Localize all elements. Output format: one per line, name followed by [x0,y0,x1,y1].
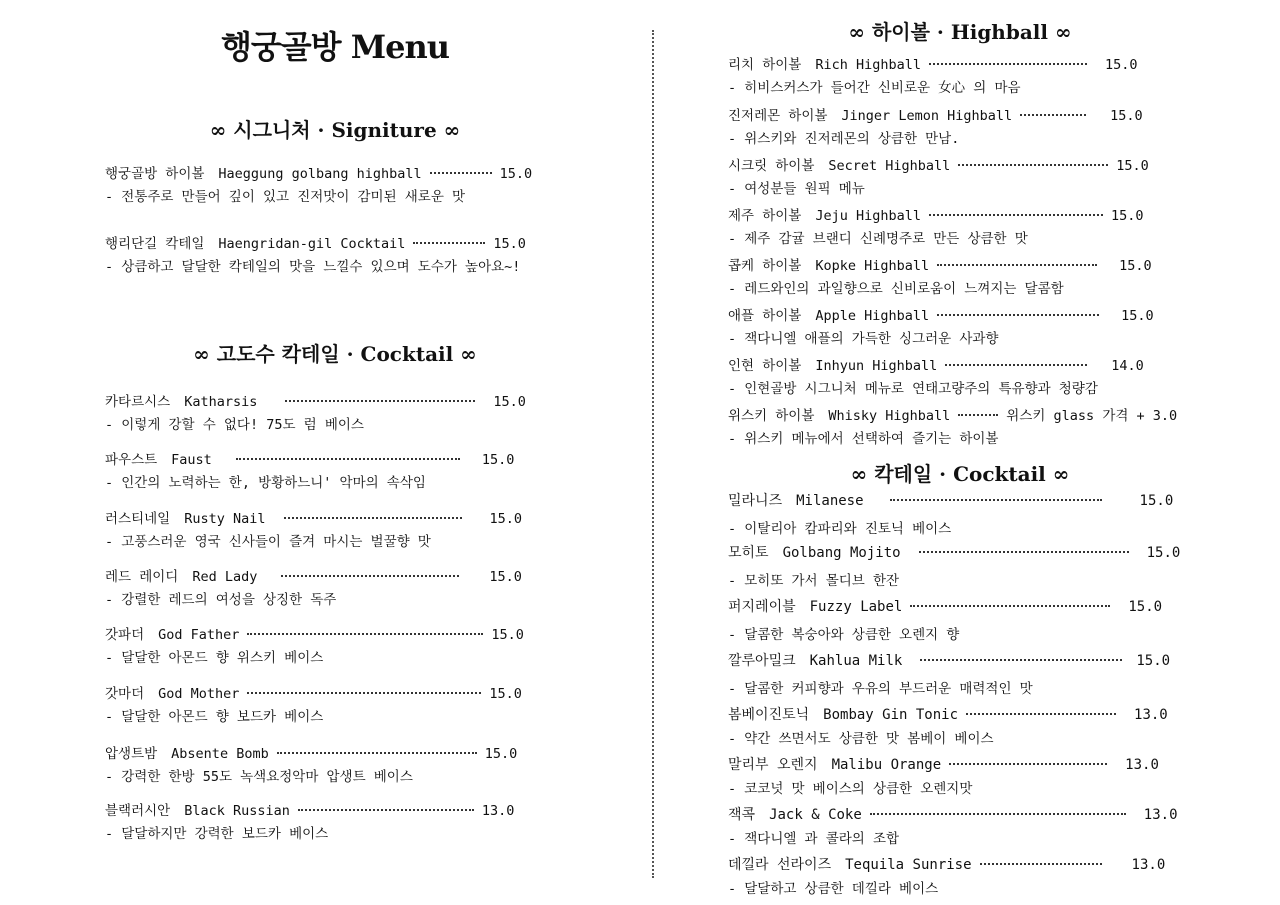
menu-item [728,204,1144,247]
item-english-name: Milanese [796,493,864,509]
menu-item [728,542,1180,589]
column-divider [652,30,654,878]
item-korean-name: 행궁골방 하이볼 [105,166,205,182]
item-price: 위스키 glass 가격 + 3.0 [1006,408,1178,424]
item-english-name: Fuzzy Label [809,599,903,615]
item-korean-name: 깔루아밀크 [728,653,796,669]
item-description: - 잭다니엘 애플의 가득한 싱그러운 사과향 [728,331,999,347]
menu-item [728,304,1154,347]
item-description: - 위스키 메뉴에서 선택하여 즐기는 하이볼 [728,431,999,447]
leader-dots [281,575,459,577]
item-price: 15.0 [1116,158,1149,174]
item-english-name: Kopke Highball [815,258,930,274]
item-korean-name: 잭콕 [728,807,756,823]
item-description: - 강력한 한방 55도 녹색요정악마 압생트 베이스 [105,769,413,785]
leader-dots [890,499,1102,501]
menu-item [105,162,532,205]
item-english-name: Jinger Lemon Highball [841,108,1013,124]
item-korean-name: 콥케 하이볼 [728,258,802,274]
item-description: - 달콤한 커피향과 우유의 부드러운 매력적인 맛 [728,681,1033,697]
menu-item [728,704,1168,747]
leader-dots [958,164,1108,166]
item-korean-name: 압생트밤 [105,746,158,762]
item-price: 15.0 [491,627,524,643]
item-price: 13.0 [1131,857,1166,873]
menu-item [105,232,526,275]
item-price: 15.0 [489,686,522,702]
item-korean-name: 퍼지레이블 [728,599,796,615]
menu-item [105,742,517,785]
item-english-name: Inhyun Highball [815,358,938,374]
item-english-name: Faust [171,452,212,468]
item-english-name: Black Russian [184,803,290,819]
menu-item [728,104,1143,147]
item-price: 15.0 [481,452,515,468]
item-english-name: Malibu Orange [831,757,942,773]
item-korean-name: 말리부 오렌지 [728,757,818,773]
item-english-name: Haengridan-gil Cocktail [218,236,406,252]
item-price: 15.0 [489,511,523,527]
menu-item [105,682,522,725]
item-korean-name: 데낄라 선라이즈 [728,857,832,873]
item-description: - 여성분들 원픽 메뉴 [728,181,865,197]
item-korean-name: 행리단길 칵테일 [105,236,205,252]
item-english-name: Kahlua Milk [809,653,903,669]
leader-dots [937,314,1099,316]
menu-item [728,804,1178,847]
item-english-name: Jeju Highball [815,208,922,224]
item-description: - 약간 쓰면서도 상큼한 맛 봄베이 베이스 [728,731,994,747]
item-description: - 잭다니엘 과 콜라의 조합 [728,831,900,847]
item-description: - 전통주로 만들어 깊이 있고 진저맛이 감미된 새로운 맛 [105,189,466,205]
menu-item [728,154,1149,197]
item-price: 15.0 [484,746,518,762]
item-price: 13.0 [1134,707,1168,723]
item-korean-name: 시크릿 하이볼 [728,158,815,174]
item-korean-name: 블랙러시안 [105,803,171,819]
item-english-name: Tequila Sunrise [845,857,972,873]
item-description: - 인간의 노력하는 한, 방황하느니' 악마의 속삭임 [105,475,426,491]
item-korean-name: 진저레몬 하이볼 [728,108,828,124]
item-price: 15.0 [499,166,533,182]
menu-item [728,596,1162,643]
item-price: 15.0 [1136,653,1171,669]
leader-dots [919,551,1129,553]
menu-item [105,565,522,608]
item-english-name: God Father [158,627,240,643]
leader-dots [236,458,460,460]
section-heading-strong-cocktail: ∞ 고도수 칵테일 · Cocktail ∞ [193,342,477,366]
leader-dots [929,63,1087,65]
item-description: - 달콤한 복숭아와 상큼한 오렌지 향 [728,627,960,643]
item-english-name: Katharsis [184,394,258,410]
leader-dots [247,692,481,694]
item-price: 13.0 [1125,757,1159,773]
menu-item [728,754,1159,797]
leader-dots [980,863,1102,865]
item-description: - 이탈리아 캄파리와 진토닉 베이스 [728,521,952,537]
menu-item [105,623,524,666]
leader-dots [958,414,998,416]
item-description: - 위스키와 진저레몬의 상큼한 만남. [728,131,960,147]
item-description: - 고풍스러운 영국 신사들이 즐겨 마시는 벌꿀향 맛 [105,534,431,550]
leader-dots [298,809,474,811]
item-english-name: Whisky Highball [828,408,951,424]
item-korean-name: 러스티네일 [105,511,171,527]
item-english-name: Bombay Gin Tonic [823,707,959,723]
item-description: - 제주 감귤 브랜디 신례명주로 만든 상큼한 맛 [728,231,1028,247]
item-description: - 달달한 아몬드 향 위스키 베이스 [105,650,324,666]
item-price: 15.0 [1146,545,1181,561]
leader-dots [910,605,1110,607]
item-price: 15.0 [1128,599,1163,615]
item-description: - 히비스커스가 들어간 신비로운 女心 의 마음 [728,80,1021,96]
item-korean-name: 제주 하이볼 [728,208,802,224]
item-price: 15.0 [493,394,526,410]
leader-dots [937,264,1097,266]
menu-item [728,404,1177,447]
menu-item [105,390,526,433]
menu-title: 행궁골방 Menu [220,28,450,66]
item-price: 14.0 [1111,358,1144,374]
item-english-name: Rich Highball [815,57,922,73]
leader-dots [966,713,1116,715]
item-korean-name: 갓파더 [105,627,145,643]
item-english-name: Apple Highball [815,308,930,324]
menu-item [728,854,1165,897]
item-description: - 이렇게 강할 수 없다! 75도 럼 베이스 [105,417,364,433]
menu-item [105,507,522,550]
leader-dots [929,214,1103,216]
leader-dots [430,172,492,174]
item-description: - 달달한 아몬드 향 보드카 베이스 [105,709,324,725]
menu-item [728,354,1144,397]
leader-dots [945,364,1087,366]
item-korean-name: 애플 하이볼 [728,308,802,324]
menu-item [728,490,1173,537]
item-price: 15.0 [1119,258,1152,274]
item-korean-name: 카타르시스 [105,394,171,410]
item-korean-name: 밀라니즈 [728,493,783,509]
item-description: - 인현골방 시그니처 메뉴로 연태고량주의 특유향과 청량감 [728,381,1098,397]
item-description: - 달달하고 상큼한 데낄라 베이스 [728,881,939,897]
leader-dots [277,752,477,754]
leader-dots [247,633,483,635]
item-description: - 모히또 가서 몰디브 한잔 [728,573,900,589]
section-heading-highball: ∞ 하이볼 · Highball ∞ [848,20,1072,44]
item-korean-name: 인현 하이볼 [728,358,802,374]
item-korean-name: 레드 레이디 [105,569,179,585]
leader-dots [920,659,1122,661]
item-price: 15.0 [1121,308,1154,324]
menu-item [728,254,1152,297]
menu-item [728,53,1138,96]
item-description: - 코코넛 맛 베이스의 상큼한 오렌지맛 [728,781,973,797]
item-korean-name: 파우스트 [105,452,158,468]
leader-dots [285,400,475,402]
leader-dots [1020,114,1086,116]
leader-dots [949,763,1107,765]
item-korean-name: 봄베이진토닉 [728,707,810,723]
item-english-name: Haeggung golbang highball [218,166,422,182]
leader-dots [870,813,1126,815]
item-korean-name: 위스키 하이볼 [728,408,815,424]
leader-dots [284,517,462,519]
section-heading-cocktail: ∞ 칵테일 · Cocktail ∞ [850,462,1070,486]
menu-item [728,650,1170,697]
item-description: - 강렬한 레드의 여성을 상징한 독주 [105,592,337,608]
item-price: 15.0 [1139,493,1174,509]
item-price: 15.0 [489,569,522,585]
item-english-name: Red Lady [192,569,258,585]
item-description: - 달달하지만 강력한 보드카 베이스 [105,826,329,842]
item-description: - 상큼하고 달달한 칵테일의 맛을 느낄수 있으며 도수가 높아요~! [105,259,521,275]
item-price: 15.0 [1111,208,1144,224]
item-english-name: Golbang Mojito [782,545,901,561]
item-korean-name: 갓마더 [105,686,145,702]
item-price: 13.0 [1143,807,1178,823]
item-price: 13.0 [481,803,515,819]
item-english-name: Jack & Coke [769,807,862,823]
item-english-name: Secret Highball [828,158,951,174]
menu-item [105,799,514,842]
item-price: 15.0 [493,236,526,252]
item-description: - 레드와인의 과일향으로 신비로움이 느껴지는 달콤함 [728,281,1064,297]
item-english-name: God Mother [158,686,240,702]
item-english-name: Rusty Nail [184,511,266,527]
item-english-name: Absente Bomb [171,746,269,762]
item-korean-name: 리치 하이볼 [728,57,802,73]
section-heading-signature: ∞ 시그니처 · Signiture ∞ [209,118,461,142]
item-price: 15.0 [1105,57,1138,73]
leader-dots [413,242,485,244]
menu-item [105,448,514,491]
item-price: 15.0 [1110,108,1143,124]
item-korean-name: 모히토 [728,545,769,561]
